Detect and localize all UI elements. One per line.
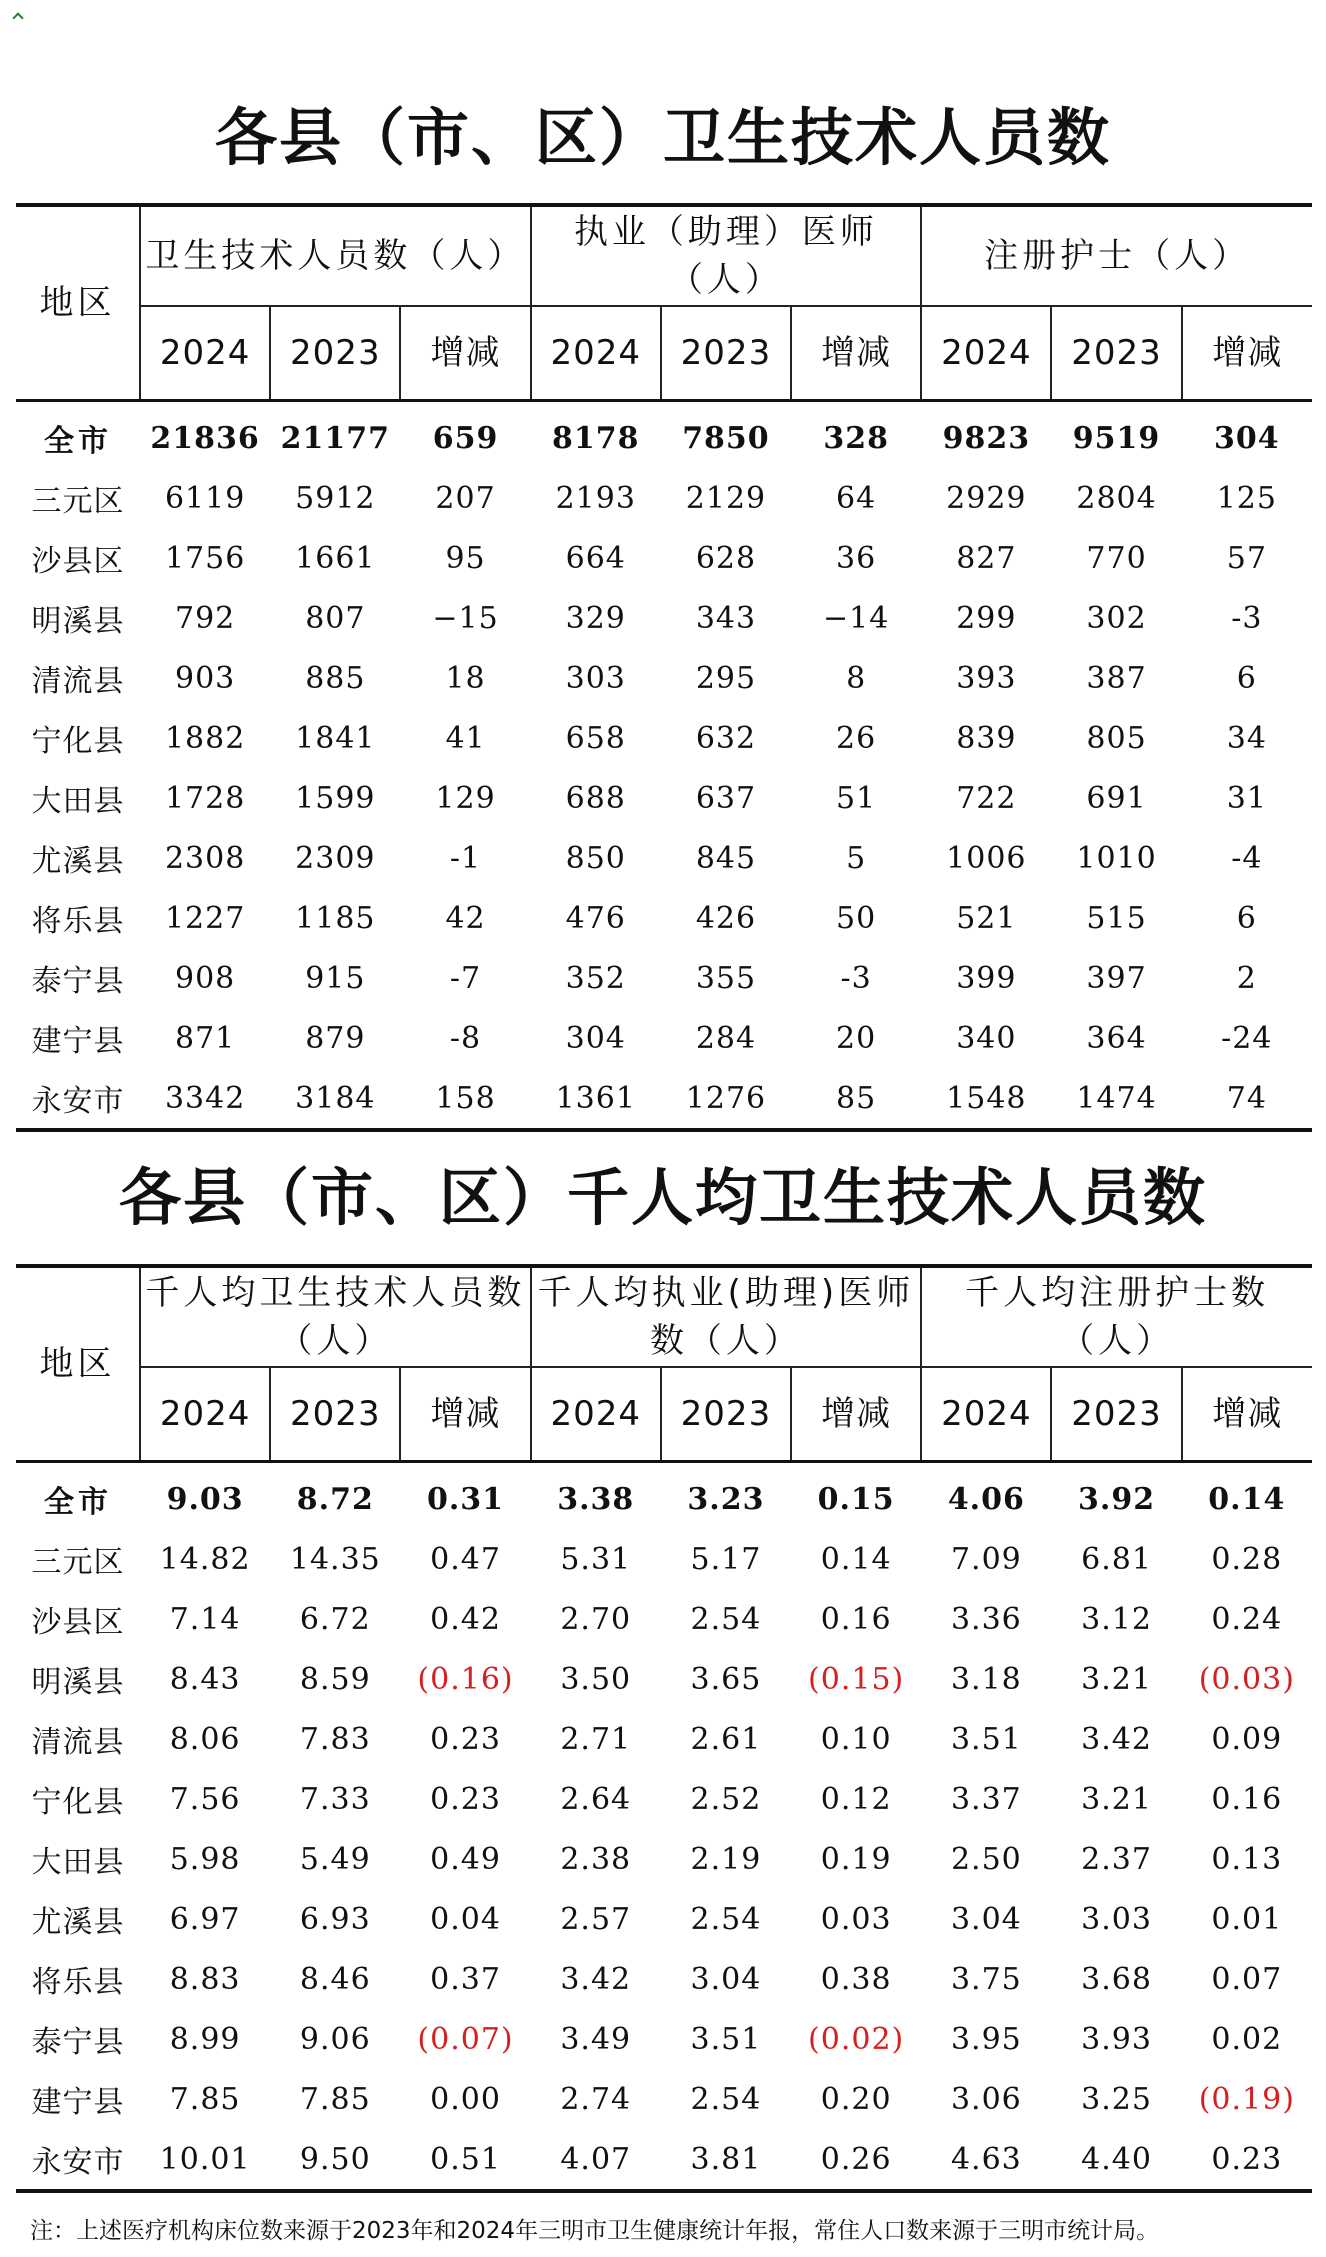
value-cell: 807 bbox=[305, 600, 366, 636]
value-cell: 14.35 bbox=[289, 1541, 381, 1577]
value-cell: 6.97 bbox=[169, 1901, 241, 1937]
region-cell: 沙县区 bbox=[31, 544, 125, 579]
table-row bbox=[16, 1529, 1312, 1589]
change-cell: 0.02 bbox=[1211, 2021, 1283, 2057]
value-cell: 7.33 bbox=[299, 1781, 371, 1817]
region-cell: 宁化县 bbox=[31, 1785, 125, 1820]
change-cell: -3 bbox=[1231, 600, 1263, 636]
table-row bbox=[16, 528, 1312, 588]
value-cell: 6.93 bbox=[299, 1901, 371, 1937]
group-header-staff-per-thousand: 千人均卫生技术人员数（人） bbox=[140, 1266, 531, 1367]
value-cell: 1010 bbox=[1076, 840, 1157, 876]
table-row bbox=[16, 1949, 1312, 2009]
table-row bbox=[16, 708, 1312, 768]
change-cell: 0.24 bbox=[1211, 1601, 1283, 1637]
value-cell: 2129 bbox=[685, 480, 767, 516]
group-header-physicians: 执业（助理）医师（人） bbox=[531, 205, 922, 306]
value-cell: 3.38 bbox=[557, 1481, 635, 1517]
value-cell: 770 bbox=[1086, 540, 1147, 576]
value-cell: 8.72 bbox=[296, 1481, 374, 1517]
value-cell: 2.50 bbox=[950, 1841, 1022, 1877]
corner-mark-icon bbox=[12, 12, 23, 23]
value-cell: 871 bbox=[174, 1020, 236, 1056]
change-cell: 64 bbox=[836, 480, 877, 516]
health-tech-staff-table bbox=[16, 203, 1312, 1132]
change-cell: 0.47 bbox=[430, 1541, 501, 1577]
change-cell: 85 bbox=[791, 1068, 921, 1130]
change-cell: 2 bbox=[1236, 960, 1257, 996]
change-cell: 0.16 bbox=[820, 1601, 892, 1637]
year-2024-header: 2024 bbox=[140, 306, 270, 401]
value-cell: 6.81 bbox=[1081, 1541, 1152, 1577]
value-cell: 3.50 bbox=[560, 1661, 632, 1697]
region-cell: 泰宁县 bbox=[31, 2025, 125, 2060]
value-cell: 21836 bbox=[150, 420, 260, 456]
table-row bbox=[16, 828, 1312, 888]
change-cell: 0.16 bbox=[1211, 1781, 1283, 1817]
value-cell: 3.04 bbox=[690, 1961, 762, 1997]
table-row bbox=[16, 2009, 1312, 2069]
table-row bbox=[16, 768, 1312, 828]
value-cell: 839 bbox=[956, 720, 1017, 756]
value-cell: 3.25 bbox=[1081, 2081, 1152, 2117]
year-2023-header: 2023 bbox=[270, 1367, 400, 1462]
change-cell: 0.10 bbox=[820, 1721, 892, 1757]
change-cell: 5 bbox=[846, 840, 867, 876]
value-cell: 4.63 bbox=[921, 2129, 1051, 2191]
value-cell: 850 bbox=[565, 840, 626, 876]
value-cell: 299 bbox=[956, 600, 1017, 636]
value-cell: 9519 bbox=[1072, 420, 1161, 456]
year-2024-header: 2024 bbox=[140, 1367, 270, 1462]
change-cell: 0.19 bbox=[820, 1841, 892, 1877]
value-cell: 5.31 bbox=[560, 1541, 632, 1577]
value-cell: 9823 bbox=[942, 420, 1031, 456]
change-cell: 0.07 bbox=[1211, 1961, 1283, 1997]
table-row bbox=[16, 401, 1312, 469]
value-cell: 3.36 bbox=[950, 1601, 1022, 1637]
change-cell: 304 bbox=[1214, 420, 1280, 456]
value-cell: 7.83 bbox=[299, 1721, 371, 1757]
value-cell: 903 bbox=[174, 660, 236, 696]
value-cell: 3.21 bbox=[1081, 1661, 1152, 1697]
table-row bbox=[16, 888, 1312, 948]
value-cell: 302 bbox=[1086, 600, 1147, 636]
change-cell: -4 bbox=[1231, 840, 1263, 876]
change-cell: -1 bbox=[449, 840, 482, 876]
change-cell: 0.20 bbox=[820, 2081, 892, 2117]
value-cell: 3.68 bbox=[1081, 1961, 1152, 1997]
value-cell: 1474 bbox=[1051, 1068, 1181, 1130]
region-cell: 永安市 bbox=[16, 1068, 140, 1130]
change-cell: (0.19) bbox=[1198, 2081, 1295, 2117]
change-cell: 34 bbox=[1226, 720, 1267, 756]
value-cell: 5.17 bbox=[690, 1541, 762, 1577]
change-cell: 0.49 bbox=[430, 1841, 501, 1877]
value-cell: 8178 bbox=[551, 420, 640, 456]
region-cell: 尤溪县 bbox=[31, 844, 125, 879]
region-cell: 三元区 bbox=[31, 484, 125, 519]
table-row bbox=[16, 1829, 1312, 1889]
year-2023-header: 2023 bbox=[1051, 1367, 1181, 1462]
change-cell: 0.37 bbox=[430, 1961, 501, 1997]
change-cell: 31 bbox=[1226, 780, 1267, 816]
value-cell: 915 bbox=[305, 960, 366, 996]
year-2023-header: 2023 bbox=[270, 306, 400, 401]
group-header-physicians-per-thousand: 千人均执业(助理)医师数（人） bbox=[531, 1266, 922, 1367]
region-header: 地区 bbox=[16, 205, 140, 401]
change-cell: 0.12 bbox=[820, 1781, 892, 1817]
region-cell: 建宁县 bbox=[31, 2085, 125, 2120]
change-cell: 0.23 bbox=[430, 1721, 501, 1757]
value-cell: 637 bbox=[695, 780, 757, 816]
region-cell: 大田县 bbox=[31, 784, 125, 819]
value-cell: 9.06 bbox=[299, 2021, 371, 2057]
value-cell: 3342 bbox=[140, 1068, 270, 1130]
value-cell: 355 bbox=[695, 960, 757, 996]
value-cell: 14.82 bbox=[159, 1541, 251, 1577]
change-cell: 0.23 bbox=[430, 1781, 501, 1817]
value-cell: 3.51 bbox=[950, 1721, 1022, 1757]
value-cell: 387 bbox=[1086, 660, 1147, 696]
table1-title: 各县（市、区）卫生技术人员数 bbox=[214, 101, 1111, 174]
change-cell: 0.51 bbox=[400, 2129, 530, 2191]
value-cell: 908 bbox=[174, 960, 236, 996]
value-cell: 7.56 bbox=[169, 1781, 241, 1817]
region-cell: 建宁县 bbox=[31, 1024, 125, 1059]
change-cell: 36 bbox=[836, 540, 877, 576]
change-cell: 42 bbox=[445, 900, 486, 936]
value-cell: 2.71 bbox=[560, 1721, 632, 1757]
change-cell: 50 bbox=[836, 900, 877, 936]
value-cell: 3.75 bbox=[950, 1961, 1022, 1997]
value-cell: 8.46 bbox=[299, 1961, 371, 1997]
region-header: 地区 bbox=[16, 1266, 140, 1462]
value-cell: 476 bbox=[565, 900, 626, 936]
year-2023-header: 2023 bbox=[661, 306, 791, 401]
region-cell: 全市 bbox=[44, 1485, 112, 1520]
per-thousand-staff-table bbox=[16, 1264, 1312, 2193]
change-cell: 57 bbox=[1226, 540, 1267, 576]
value-cell: 691 bbox=[1086, 780, 1147, 816]
value-cell: 1006 bbox=[946, 840, 1027, 876]
change-cell: 0.04 bbox=[430, 1901, 501, 1937]
change-cell: −14 bbox=[822, 600, 890, 636]
table-row bbox=[16, 1589, 1312, 1649]
table-row bbox=[16, 1068, 1312, 1130]
value-cell: 1185 bbox=[295, 900, 376, 936]
change-header: 增减 bbox=[791, 1367, 921, 1462]
value-cell: 521 bbox=[956, 900, 1017, 936]
value-cell: 1841 bbox=[295, 720, 376, 756]
value-cell: 3.03 bbox=[1081, 1901, 1152, 1937]
value-cell: 3.04 bbox=[950, 1901, 1022, 1937]
table-row bbox=[16, 1008, 1312, 1068]
value-cell: 2.19 bbox=[690, 1841, 762, 1877]
change-cell: 0.14 bbox=[820, 1541, 892, 1577]
value-cell: 3.65 bbox=[690, 1661, 762, 1697]
change-cell: 158 bbox=[400, 1068, 530, 1130]
value-cell: 8.06 bbox=[169, 1721, 241, 1757]
value-cell: 329 bbox=[565, 600, 626, 636]
change-cell: 26 bbox=[836, 720, 877, 756]
change-cell: 95 bbox=[445, 540, 486, 576]
value-cell: 304 bbox=[565, 1020, 626, 1056]
value-cell: 1882 bbox=[164, 720, 246, 756]
value-cell: 7850 bbox=[682, 420, 770, 456]
change-header: 增减 bbox=[400, 306, 530, 401]
value-cell: 343 bbox=[695, 600, 757, 636]
value-cell: 3.93 bbox=[1081, 2021, 1152, 2057]
value-cell: 1756 bbox=[164, 540, 246, 576]
value-cell: 2.57 bbox=[560, 1901, 632, 1937]
year-2023-header: 2023 bbox=[1051, 306, 1181, 401]
value-cell: 399 bbox=[956, 960, 1017, 996]
change-cell: 8 bbox=[846, 660, 867, 696]
group-header-staff: 卫生技术人员数（人） bbox=[140, 205, 531, 306]
table-row bbox=[16, 648, 1312, 708]
change-cell: (0.16) bbox=[417, 1661, 514, 1697]
value-cell: 393 bbox=[956, 660, 1017, 696]
region-cell: 将乐县 bbox=[31, 1965, 125, 2000]
value-cell: 7.85 bbox=[299, 2081, 371, 2117]
value-cell: 792 bbox=[174, 600, 236, 636]
value-cell: 397 bbox=[1086, 960, 1147, 996]
table-row bbox=[16, 468, 1312, 528]
change-cell: 6 bbox=[1236, 660, 1257, 696]
table-row bbox=[16, 1462, 1312, 1530]
region-cell: 尤溪县 bbox=[31, 1905, 125, 1940]
value-cell: 1227 bbox=[164, 900, 246, 936]
year-2023-header: 2023 bbox=[661, 1367, 791, 1462]
value-cell: 6.72 bbox=[299, 1601, 371, 1637]
value-cell: 364 bbox=[1086, 1020, 1147, 1056]
change-cell: 659 bbox=[432, 420, 499, 456]
year-2024-header: 2024 bbox=[921, 306, 1051, 401]
value-cell: 426 bbox=[695, 900, 757, 936]
value-cell: 1599 bbox=[295, 780, 376, 816]
year-2024-header: 2024 bbox=[921, 1367, 1051, 1462]
value-cell: 2804 bbox=[1076, 480, 1157, 516]
value-cell: 4.40 bbox=[1051, 2129, 1181, 2191]
value-cell: 664 bbox=[565, 540, 626, 576]
change-cell: 207 bbox=[435, 480, 496, 516]
value-cell: 2.54 bbox=[690, 1901, 762, 1937]
value-cell: 2309 bbox=[295, 840, 376, 876]
value-cell: 3.18 bbox=[950, 1661, 1022, 1697]
region-cell: 三元区 bbox=[31, 1545, 125, 1580]
year-2024-header: 2024 bbox=[531, 1367, 661, 1462]
value-cell: 3.51 bbox=[690, 2021, 762, 2057]
value-cell: 284 bbox=[695, 1020, 757, 1056]
value-cell: 2.38 bbox=[560, 1841, 632, 1877]
change-cell: -3 bbox=[840, 960, 872, 996]
table2-title: 各县（市、区）千人均卫生技术人员数 bbox=[118, 1161, 1207, 1234]
region-cell: 泰宁县 bbox=[31, 964, 125, 999]
change-cell: 0.42 bbox=[430, 1601, 501, 1637]
change-cell: 0.28 bbox=[1211, 1541, 1283, 1577]
change-cell: -7 bbox=[449, 960, 482, 996]
change-cell: 20 bbox=[836, 1020, 877, 1056]
change-cell: 51 bbox=[836, 780, 877, 816]
value-cell: 5.49 bbox=[299, 1841, 371, 1877]
value-cell: 21177 bbox=[280, 420, 390, 456]
value-cell: 688 bbox=[565, 780, 626, 816]
change-cell: 0.09 bbox=[1211, 1721, 1283, 1757]
change-cell: -8 bbox=[449, 1020, 482, 1056]
change-cell: 328 bbox=[823, 420, 889, 456]
change-cell: 0.15 bbox=[817, 1481, 895, 1517]
value-cell: 2.54 bbox=[690, 1601, 762, 1637]
value-cell: 515 bbox=[1086, 900, 1147, 936]
change-cell: 18 bbox=[445, 660, 486, 696]
value-cell: 3.37 bbox=[950, 1781, 1022, 1817]
table-row bbox=[16, 2129, 1312, 2191]
table1-body bbox=[16, 401, 1312, 1131]
change-cell: 129 bbox=[435, 780, 496, 816]
region-cell: 明溪县 bbox=[31, 604, 125, 639]
value-cell: 8.59 bbox=[299, 1661, 371, 1697]
value-cell: 3.12 bbox=[1081, 1601, 1152, 1637]
value-cell: 7.85 bbox=[169, 2081, 241, 2117]
change-cell: −15 bbox=[432, 600, 499, 636]
change-cell: 6 bbox=[1236, 900, 1257, 936]
region-cell: 永安市 bbox=[16, 2129, 140, 2191]
value-cell: 628 bbox=[695, 540, 757, 576]
change-cell: (0.07) bbox=[417, 2021, 514, 2057]
value-cell: 303 bbox=[565, 660, 626, 696]
value-cell: 2193 bbox=[555, 480, 636, 516]
change-cell: 0.01 bbox=[1211, 1901, 1283, 1937]
table-row bbox=[16, 1769, 1312, 1829]
value-cell: 2.64 bbox=[560, 1781, 632, 1817]
value-cell: 2.74 bbox=[560, 2081, 632, 2117]
table2-body bbox=[16, 1462, 1312, 2192]
value-cell: 845 bbox=[695, 840, 757, 876]
value-cell: 3.23 bbox=[687, 1481, 765, 1517]
value-cell: 295 bbox=[695, 660, 757, 696]
value-cell: 879 bbox=[305, 1020, 366, 1056]
value-cell: 3.92 bbox=[1078, 1481, 1156, 1517]
value-cell: 3.81 bbox=[661, 2129, 791, 2191]
change-cell: 0.26 bbox=[791, 2129, 921, 2191]
region-cell: 沙县区 bbox=[31, 1605, 125, 1640]
region-cell: 大田县 bbox=[31, 1845, 125, 1880]
change-cell: 0.14 bbox=[1208, 1481, 1286, 1517]
change-cell: 74 bbox=[1182, 1068, 1312, 1130]
value-cell: 3.49 bbox=[560, 2021, 632, 2057]
region-cell: 宁化县 bbox=[31, 724, 125, 759]
value-cell: 1728 bbox=[164, 780, 246, 816]
value-cell: 885 bbox=[305, 660, 366, 696]
value-cell: 2.61 bbox=[690, 1721, 762, 1757]
change-cell: -24 bbox=[1221, 1020, 1273, 1056]
region-cell: 将乐县 bbox=[31, 904, 125, 939]
footnote: 注：上述医疗机构床位数来源于2023年和2024年三明市卫生健康统计年报，常住人口数来源于三明市统计局。 bbox=[30, 2218, 1160, 2244]
value-cell: 1276 bbox=[661, 1068, 791, 1130]
value-cell: 1661 bbox=[295, 540, 376, 576]
value-cell: 352 bbox=[565, 960, 626, 996]
value-cell: 6119 bbox=[164, 480, 246, 516]
value-cell: 3.06 bbox=[950, 2081, 1022, 2117]
value-cell: 2.54 bbox=[690, 2081, 762, 2117]
table-row bbox=[16, 948, 1312, 1008]
region-cell: 明溪县 bbox=[31, 1665, 125, 1700]
value-cell: 7.14 bbox=[169, 1601, 241, 1637]
value-cell: 8.83 bbox=[169, 1961, 241, 1997]
table-row bbox=[16, 588, 1312, 648]
change-header: 增减 bbox=[400, 1367, 530, 1462]
value-cell: 2.70 bbox=[560, 1601, 632, 1637]
table-row bbox=[16, 1889, 1312, 1949]
change-cell: 0.13 bbox=[1211, 1841, 1283, 1877]
table-row bbox=[16, 2069, 1312, 2129]
value-cell: 5.98 bbox=[169, 1841, 241, 1877]
value-cell: 4.06 bbox=[947, 1481, 1025, 1517]
value-cell: 340 bbox=[956, 1020, 1017, 1056]
value-cell: 3.42 bbox=[560, 1961, 632, 1997]
change-cell: (0.03) bbox=[1198, 1661, 1295, 1697]
value-cell: 2.52 bbox=[690, 1781, 762, 1817]
value-cell: 2308 bbox=[164, 840, 246, 876]
year-2024-header: 2024 bbox=[531, 306, 661, 401]
change-cell: 0.23 bbox=[1182, 2129, 1312, 2191]
value-cell: 722 bbox=[956, 780, 1017, 816]
value-cell: 4.07 bbox=[531, 2129, 661, 2191]
value-cell: 9.50 bbox=[270, 2129, 400, 2191]
value-cell: 2929 bbox=[946, 480, 1027, 516]
change-header: 增减 bbox=[791, 306, 921, 401]
value-cell: 5912 bbox=[295, 480, 376, 516]
change-cell: 0.31 bbox=[426, 1481, 505, 1517]
value-cell: 2.37 bbox=[1081, 1841, 1152, 1877]
change-cell: 0.00 bbox=[430, 2081, 501, 2117]
change-cell: 0.03 bbox=[820, 1901, 892, 1937]
value-cell: 1361 bbox=[531, 1068, 661, 1130]
table-row bbox=[16, 1649, 1312, 1709]
value-cell: 805 bbox=[1086, 720, 1147, 756]
value-cell: 8.99 bbox=[169, 2021, 241, 2057]
value-cell: 10.01 bbox=[140, 2129, 270, 2191]
region-cell: 清流县 bbox=[31, 1725, 125, 1760]
value-cell: 1548 bbox=[921, 1068, 1051, 1130]
group-header-nurses: 注册护士（人） bbox=[921, 205, 1312, 306]
value-cell: 3.21 bbox=[1081, 1781, 1152, 1817]
change-cell: 125 bbox=[1216, 480, 1277, 516]
value-cell: 658 bbox=[565, 720, 626, 756]
value-cell: 8.43 bbox=[169, 1661, 241, 1697]
value-cell: 3.95 bbox=[950, 2021, 1022, 2057]
value-cell: 632 bbox=[695, 720, 757, 756]
value-cell: 9.03 bbox=[166, 1481, 244, 1517]
change-header: 增减 bbox=[1182, 306, 1312, 401]
change-header: 增减 bbox=[1182, 1367, 1312, 1462]
change-cell: 0.38 bbox=[820, 1961, 892, 1997]
group-header-nurses-per-thousand: 千人均注册护士数（人） bbox=[921, 1266, 1312, 1367]
value-cell: 3184 bbox=[270, 1068, 400, 1130]
table-row bbox=[16, 1709, 1312, 1769]
change-cell: 41 bbox=[445, 720, 486, 756]
region-cell: 清流县 bbox=[31, 664, 125, 699]
change-cell: (0.02) bbox=[808, 2021, 905, 2057]
value-cell: 7.09 bbox=[950, 1541, 1022, 1577]
value-cell: 3.42 bbox=[1081, 1721, 1152, 1757]
region-cell: 全市 bbox=[44, 424, 112, 459]
value-cell: 827 bbox=[956, 540, 1017, 576]
change-cell: (0.15) bbox=[808, 1661, 905, 1697]
